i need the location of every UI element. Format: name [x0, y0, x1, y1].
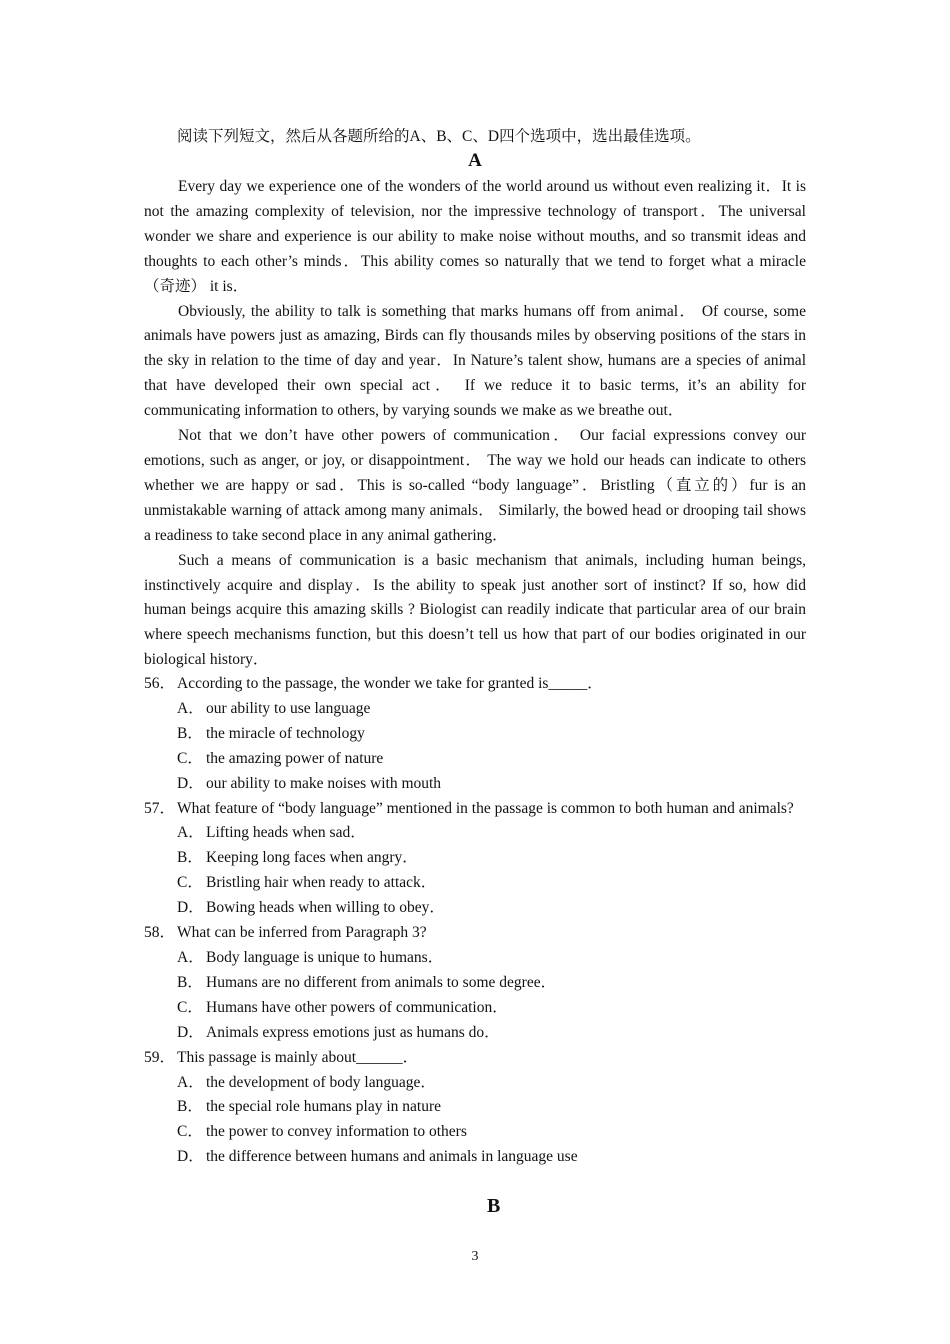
option-letter: A． [177, 948, 204, 966]
question-stem: According to the passage, the wonder we take for granted is_____． [177, 675, 603, 692]
option-b [144, 846, 806, 871]
paragraph-1: Every day we experience one of the wonders of the world around us without even realizing it．It is not the amazing complexity of television, nor the impressive technology of transport．The universal wonder we share and experience is our ability to make noise without mouths, and so transmit ideas and thoughts to each other’s minds．This ability comes so naturally that we tend to forget what a miracle （奇迹） it is． [144, 178, 806, 295]
option-text: Humans have other powers of communication． [206, 998, 508, 1016]
option-c [144, 747, 806, 772]
option-text: our ability to make noises with mouth [206, 774, 442, 792]
question-57 [144, 797, 806, 922]
option-letter: D． [177, 1023, 204, 1041]
question-number: 57． [144, 799, 176, 817]
question-56 [144, 672, 806, 797]
instruction-text: 阅读下列短文，然后从各题所给的A、B、C、D四个选项中，选出最佳选项。 [177, 128, 701, 145]
question-stem: What feature of “body language” mentioned in the passage is common to both human and animals? [177, 799, 794, 817]
option-text: Keeping long faces when angry． [206, 849, 418, 867]
option-letter: B． [177, 724, 203, 742]
option-a [144, 1071, 806, 1096]
paragraph-2: Obviously, the ability to talk is something that marks humans off from animal． Of course, some animals have powers just as amazing, Birds can fly thousands miles by observing positions of the stars in the sky in relation to the time of day and year．In Nature’s talent show, humans are a species of animal that have developed their own special act． If we reduce it to basic terms, it’s an ability for communicating information to others, by varying sounds we make as we breathe out． [144, 302, 806, 420]
option-text: the power to convey information to others [206, 1123, 467, 1141]
option-text: the miracle of technology [206, 724, 365, 742]
paragraph-4: Such a means of communication is a basic mechanism that animals, including human beings, instinctively acquire and display．Is the ability to speak just another sort of instinct? If so, how did human beings acquire this amazing skills ? Biologist can readily indicate that particular area of our brain where speech mechanisms function, but this doesn’t tell us how that part of our bodies originated in our biological history． [144, 551, 806, 669]
option-c [144, 871, 806, 896]
option-letter: B． [177, 1098, 203, 1116]
option-letter: B． [177, 973, 203, 991]
option-letter: C． [177, 998, 203, 1016]
option-d [144, 1021, 806, 1046]
section-a-heading: A [468, 150, 482, 171]
option-letter: A． [177, 824, 204, 842]
option-text: Body language is unique to humans． [206, 948, 444, 966]
question-stem: This passage is mainly about______． [177, 1048, 419, 1066]
passage [144, 175, 806, 673]
option-text: Lifting heads when sad． [206, 824, 366, 842]
option-b [144, 722, 806, 747]
question-list [144, 672, 806, 1170]
option-text: our ability to use language [206, 699, 371, 717]
option-text: Humans are no different from animals to some degree． [206, 973, 557, 991]
question-stem: What can be inferred from Paragraph 3? [177, 924, 427, 942]
option-a [144, 946, 806, 971]
option-letter: D． [177, 899, 204, 917]
option-d [144, 1145, 806, 1170]
option-text: the development of body language． [206, 1073, 436, 1091]
option-letter: D． [177, 774, 204, 792]
question-number: 58． [144, 924, 176, 942]
option-letter: A． [177, 699, 204, 717]
option-letter: B． [177, 849, 203, 867]
option-a [144, 821, 806, 846]
option-text: the amazing power of nature [206, 749, 384, 767]
option-letter: C． [177, 749, 203, 767]
option-letter: D． [177, 1148, 204, 1166]
paragraph-3: Not that we don’t have other powers of communication． Our facial expressions convey our emotions, such as anger, or joy, or disappointment． The way we hold our heads can indicate to others whether we are happy or sad．This is so-called “body language”．Bristling（直立的）fur is an unmistakable warning of attack among many animals． Similarly, the bowed head or drooping tail shows a readiness to take second place in any animal gathering． [144, 427, 806, 544]
option-b [144, 971, 806, 996]
option-text: Bristling hair when ready to attack． [206, 874, 437, 892]
option-text: Animals express emotions just as humans do． [206, 1023, 500, 1041]
option-letter: A． [177, 1073, 204, 1091]
option-a [144, 697, 806, 722]
option-c [144, 1120, 806, 1145]
question-number: 56． [144, 675, 176, 692]
question-59 [144, 1046, 806, 1171]
question-number: 59． [144, 1048, 176, 1066]
option-c [144, 996, 806, 1021]
option-b [144, 1095, 806, 1120]
question-58 [144, 921, 806, 1046]
option-d [144, 772, 806, 797]
option-d [144, 896, 806, 921]
page-number: 3 [471, 1249, 479, 1264]
option-text: Bowing heads when willing to obey． [206, 899, 445, 917]
option-letter: C． [177, 874, 203, 892]
option-text: the difference between humans and animals in language use [206, 1148, 578, 1166]
option-text: the special role humans play in nature [206, 1098, 442, 1116]
section-b-heading: B [487, 1195, 501, 1217]
option-letter: C． [177, 1123, 203, 1141]
